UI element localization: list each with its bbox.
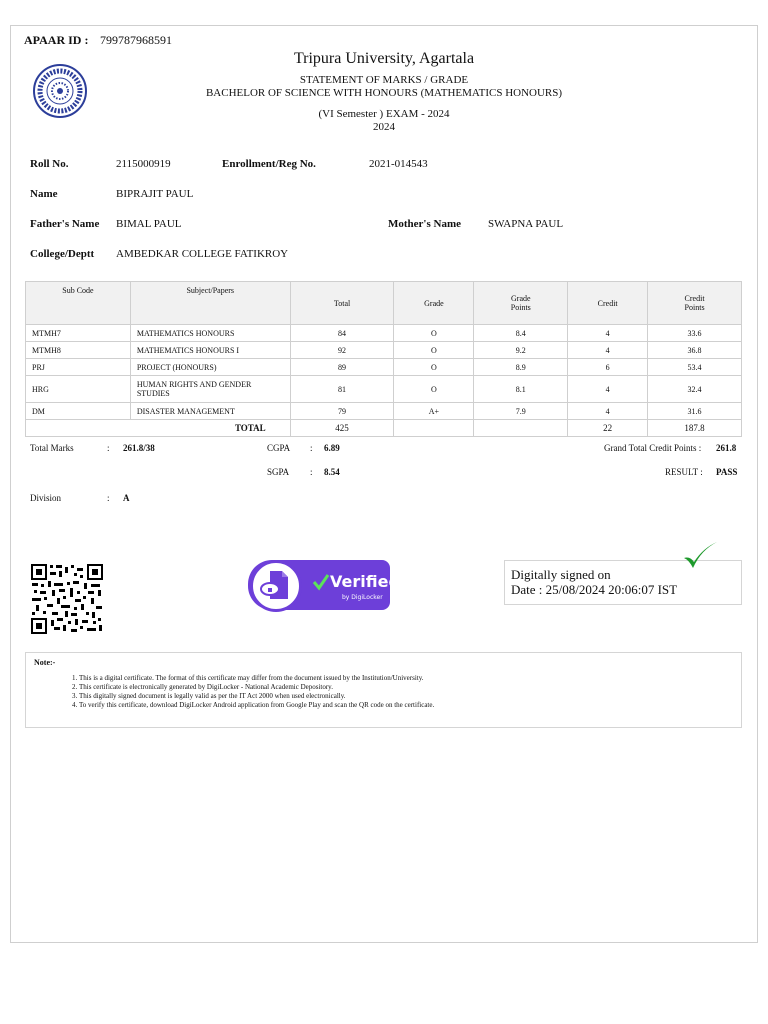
result-label: RESULT : [665, 467, 703, 477]
colon: : [107, 493, 110, 503]
table-row [26, 376, 742, 403]
col-grade: Grade [394, 282, 474, 325]
subject: PROJECT (HONOURS) [130, 359, 290, 376]
sgpa-label: SGPA [267, 467, 290, 477]
subject: HUMAN RIGHTS AND GENDER STUDIES [130, 376, 290, 403]
total-grade-points [474, 420, 568, 437]
name-label: Name [30, 188, 58, 200]
total-marks-label: Total Marks [30, 443, 74, 453]
apaar-id-value: 799787968591 [100, 33, 172, 47]
notes-list [60, 674, 434, 710]
total-grade [394, 420, 474, 437]
statement-title: STATEMENT OF MARKS / GRADE [299, 74, 469, 86]
table-header-row [26, 282, 742, 325]
col-subject: Subject/Papers [130, 282, 290, 325]
note-item: 4. To verify this certificate, download DigiLocker Android application from Google Play and scan the QR code on the certificate. [79, 701, 434, 710]
sub-code: HRG [26, 376, 131, 403]
grand-total-label: Grand Total Credit Points : [604, 443, 702, 453]
sub-code: MTMH8 [26, 342, 131, 359]
total-row [26, 420, 742, 437]
credit: 4 [568, 403, 648, 420]
colon: : [107, 443, 110, 453]
total-marks-value: 261.8/38 [123, 443, 155, 453]
grade-points: 8.1 [474, 376, 568, 403]
col-credit-points: Credit Points [648, 282, 742, 325]
father-name-value: BIMAL PAUL [116, 218, 182, 230]
notes-label: Note:- [34, 658, 56, 667]
grade-points: 8.9 [474, 359, 568, 376]
total-credit: 22 [568, 420, 648, 437]
total-marks: 425 [290, 420, 394, 437]
mother-name-label: Mother's Name [388, 218, 462, 230]
total-label: TOTAL [26, 420, 291, 437]
credit-points: 53.4 [648, 359, 742, 376]
cgpa-label: CGPA [267, 443, 291, 453]
note-item: 1. This is a digital certificate. The format of this certificate may differ from the document issued by the Institution/University. [79, 674, 434, 683]
mother-name-value: SWAPNA PAUL [488, 218, 564, 230]
subject: MATHEMATICS HONOURS [130, 325, 290, 342]
verified-check-icon [312, 573, 330, 591]
verified-subtext: by DigiLocker [342, 594, 383, 601]
division-label: Division [30, 493, 62, 503]
total: 79 [290, 403, 394, 420]
credit: 6 [568, 359, 648, 376]
enrollment-value: 2021-014543 [369, 158, 428, 170]
roll-no-label: Roll No. [30, 158, 69, 170]
grade: A+ [394, 403, 474, 420]
enrollment-label: Enrollment/Reg No. [222, 158, 316, 170]
marks-table [25, 281, 742, 437]
grand-total-value: 261.8 [716, 443, 737, 453]
college-value: AMBEDKAR COLLEGE FATIKROY [116, 248, 289, 260]
credit-points: 33.6 [648, 325, 742, 342]
table-row [26, 342, 742, 359]
exam-title: (VI Semester ) EXAM - 2024 [318, 108, 450, 120]
college-label: College/Deptt [30, 248, 95, 260]
verified-text: Verified [330, 572, 400, 591]
colon: : [310, 443, 313, 453]
total: 89 [290, 359, 394, 376]
grade-points: 8.4 [474, 325, 568, 342]
note-item: 3. This digitally signed document is legally valid as per the IT Act 2000 when used electronically. [79, 692, 434, 701]
grade-points: 9.2 [474, 342, 568, 359]
result-value: PASS [716, 467, 738, 477]
credit-points: 31.6 [648, 403, 742, 420]
credit: 4 [568, 376, 648, 403]
col-sub-code: Sub Code [26, 282, 131, 325]
exam-year: 2024 [373, 121, 395, 133]
apaar-id-label: APAAR ID : [24, 33, 89, 47]
credit-points: 36.8 [648, 342, 742, 359]
grade: O [394, 376, 474, 403]
sub-code: MTMH7 [26, 325, 131, 342]
col-credit: Credit [568, 282, 648, 325]
col-grade-points: Grade Points [474, 282, 568, 325]
total-credit-points: 187.8 [648, 420, 742, 437]
name-value: BIPRAJIT PAUL [116, 188, 194, 200]
grade: O [394, 359, 474, 376]
sub-code: DM [26, 403, 131, 420]
table-row [26, 359, 742, 376]
father-name-label: Father's Name [30, 218, 100, 230]
grade: O [394, 342, 474, 359]
table-row [26, 403, 742, 420]
note-item: 2. This certificate is electronically generated by DigiLocker - National Academic Depository. [79, 683, 434, 692]
grade-points: 7.9 [474, 403, 568, 420]
green-check-icon [680, 540, 720, 572]
qr-code-icon [30, 563, 104, 635]
cgpa-value: 6.89 [324, 443, 340, 453]
credit-points: 32.4 [648, 376, 742, 403]
subject: MATHEMATICS HONOURS I [130, 342, 290, 359]
total: 92 [290, 342, 394, 359]
signed-line-1: Digitally signed on [511, 567, 611, 582]
table-row [26, 325, 742, 342]
sgpa-value: 8.54 [324, 467, 340, 477]
total: 84 [290, 325, 394, 342]
university-title: Tripura University, Agartala [293, 50, 475, 67]
roll-no-value: 2115000919 [116, 158, 171, 170]
division-value: A [123, 493, 130, 503]
credit: 4 [568, 342, 648, 359]
degree-title: BACHELOR OF SCIENCE WITH HONOURS (MATHEMATICS HONOURS) [205, 87, 563, 99]
col-total: Total [290, 282, 394, 325]
subject: DISASTER MANAGEMENT [130, 403, 290, 420]
sub-code: PRJ [26, 359, 131, 376]
colon: : [310, 467, 313, 477]
document-cloud-icon [258, 567, 296, 605]
signed-date: Date : 25/08/2024 20:06:07 IST [511, 582, 678, 597]
grade: O [394, 325, 474, 342]
total: 81 [290, 376, 394, 403]
credit: 4 [568, 325, 648, 342]
